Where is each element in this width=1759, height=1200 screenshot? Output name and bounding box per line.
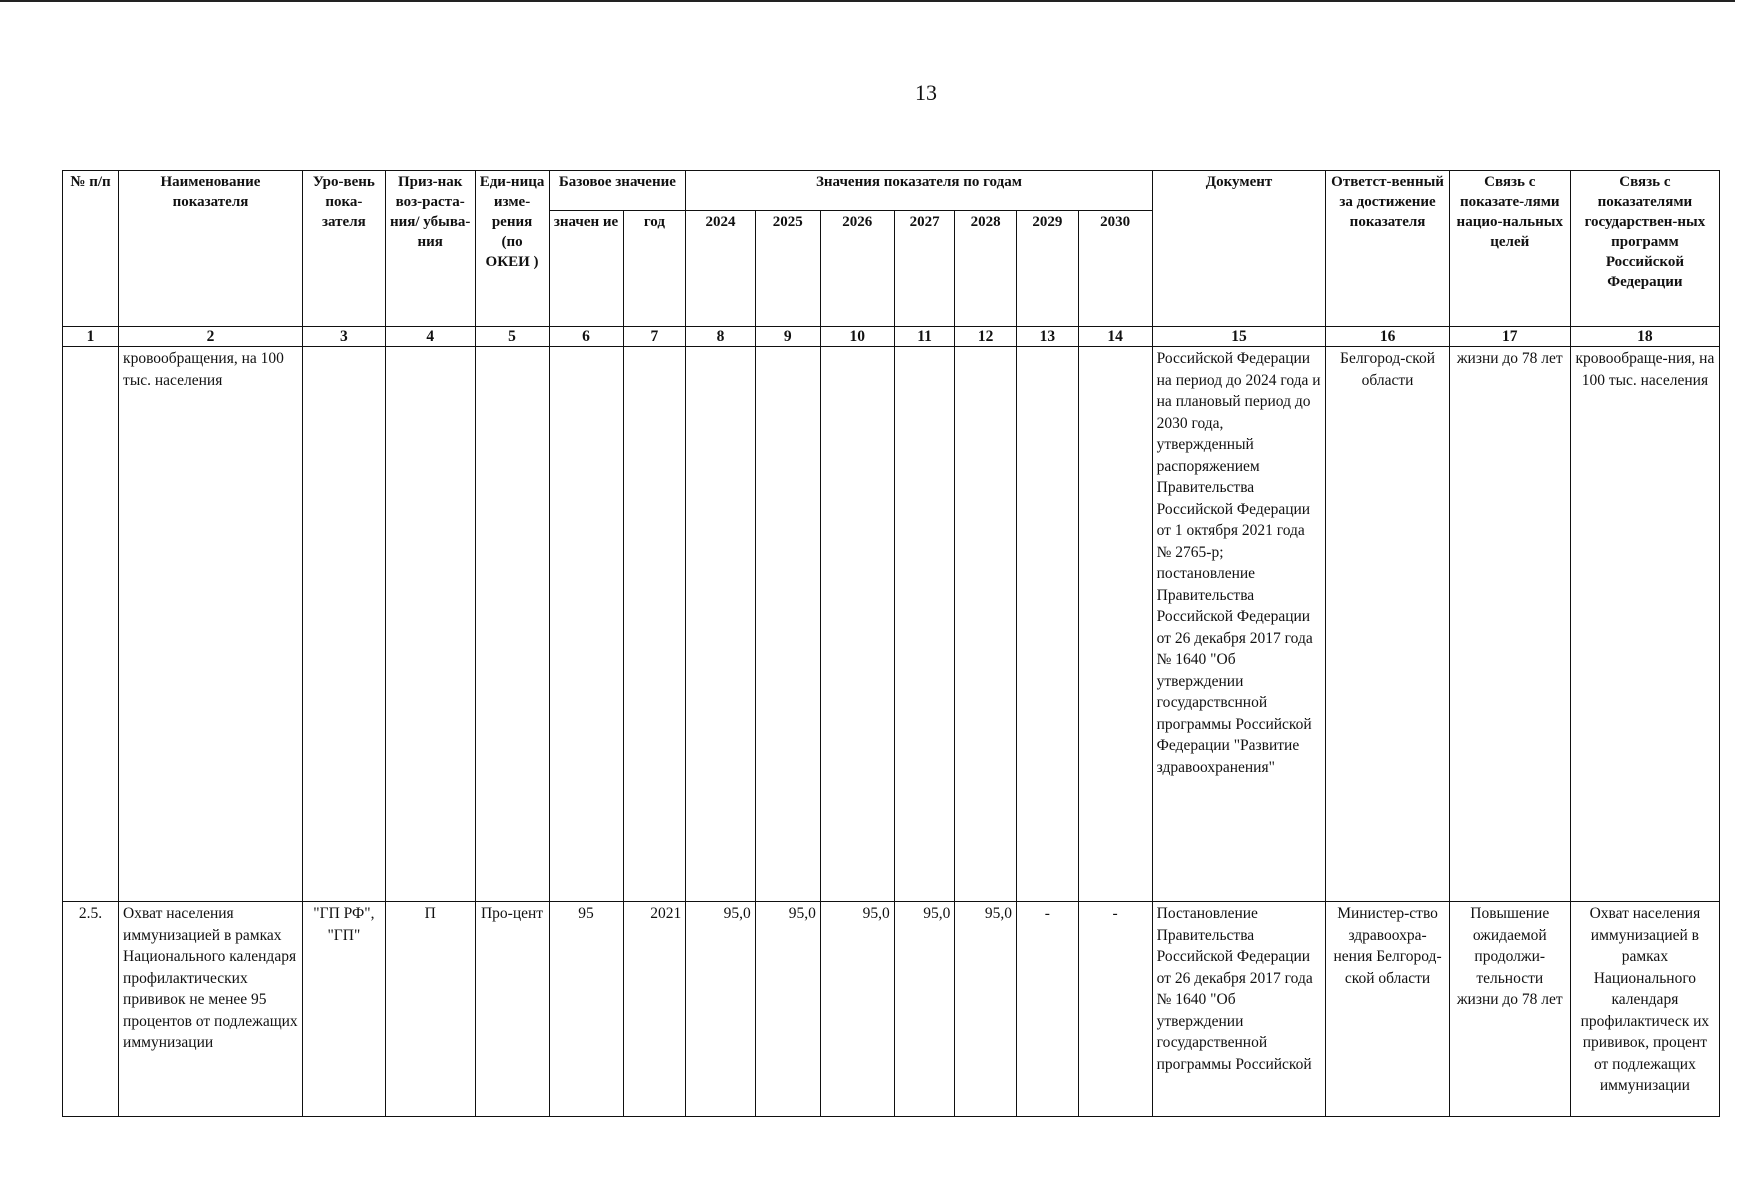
column-number: 1 <box>63 327 119 347</box>
cell-value-2024 <box>686 347 756 902</box>
cell-value-2030: - <box>1078 902 1152 1117</box>
cell-state-programs: Охват населения иммунизацией в рамках Национального календаря профилактическ их прививок, процент от подлежащих иммунизации <box>1570 902 1719 1117</box>
page-number: 13 <box>915 80 937 105</box>
cell-value-2029: - <box>1016 902 1078 1117</box>
header-sign: Приз-нак воз-раста-ния/ убыва-ния <box>385 171 475 327</box>
cell-base-value: 95 <box>549 902 623 1117</box>
header-state-programs: Связь с показателями государствен-ных программ Российской Федерации <box>1570 171 1719 327</box>
column-number: 15 <box>1152 327 1326 347</box>
cell-document: Постановление Правительства Российской Федерации от 26 декабря 2017 года № 1640 "Об утверждении государственной программы Российской <box>1152 902 1326 1117</box>
cell-level <box>302 347 385 902</box>
column-number: 2 <box>119 327 303 347</box>
header-year-2027: 2027 <box>894 211 955 327</box>
column-number: 8 <box>686 327 756 347</box>
column-number: 3 <box>302 327 385 347</box>
column-number: 6 <box>549 327 623 347</box>
header-year-2024: 2024 <box>686 211 756 327</box>
header-base-year: год <box>623 211 686 327</box>
header-level: Уро-вень пока-зателя <box>302 171 385 327</box>
cell-name: Охват населения иммунизацией в рамках Национального календаря профилактических прививок не менее 95 процентов от подлежащих иммунизации <box>119 902 303 1117</box>
cell-responsible: Министер-ство здравоохра-нения Белгород-ской области <box>1326 902 1449 1117</box>
cell-name: кровообращения, на 100 тыс. населения <box>119 347 303 902</box>
header-national-goals: Связь с показате-лями нацио-нальных целей <box>1449 171 1570 327</box>
header-num: № п/п <box>63 171 119 327</box>
header-base-value: значен ие <box>549 211 623 327</box>
cell-value-2025 <box>755 347 820 902</box>
cell-value-2026: 95,0 <box>820 902 894 1117</box>
header-responsible: Ответст-венный за достижение показателя <box>1326 171 1449 327</box>
column-number: 9 <box>755 327 820 347</box>
header-year-2030: 2030 <box>1078 211 1152 327</box>
header-year-2028: 2028 <box>955 211 1017 327</box>
cell-value-2025: 95,0 <box>755 902 820 1117</box>
column-number: 13 <box>1016 327 1078 347</box>
cell-national-goals: Повышение ожидаемой продолжи-тельности жизни до 78 лет <box>1449 902 1570 1117</box>
cell-state-programs: кровообраще-ния, на 100 тыс. населения <box>1570 347 1719 902</box>
column-number: 5 <box>475 327 549 347</box>
cell-national-goals: жизни до 78 лет <box>1449 347 1570 902</box>
cell-sign: П <box>385 902 475 1117</box>
header-year-2029: 2029 <box>1016 211 1078 327</box>
indicators-table <box>62 170 1720 1117</box>
cell-level: "ГП РФ", "ГП" <box>302 902 385 1117</box>
cell-value-2029 <box>1016 347 1078 902</box>
column-number: 7 <box>623 327 686 347</box>
header-row-top <box>63 171 1720 211</box>
cell-value-2024: 95,0 <box>686 902 756 1117</box>
cell-value-2028 <box>955 347 1017 902</box>
column-number: 17 <box>1449 327 1570 347</box>
table-row <box>63 902 1720 1117</box>
cell-unit <box>475 347 549 902</box>
cell-value-2028: 95,0 <box>955 902 1017 1117</box>
column-number-row <box>63 327 1720 347</box>
header-name: Наименование показателя <box>119 171 303 327</box>
header-unit: Еди-ница изме-рения (по ОКЕИ ) <box>475 171 549 327</box>
column-number: 11 <box>894 327 955 347</box>
header-year-2026: 2026 <box>820 211 894 327</box>
cell-responsible: Белгород-ской области <box>1326 347 1449 902</box>
cell-num: 2.5. <box>63 902 119 1117</box>
table-row <box>63 347 1720 902</box>
column-number: 12 <box>955 327 1017 347</box>
cell-unit: Про-цент <box>475 902 549 1117</box>
header-document: Документ <box>1152 171 1326 327</box>
top-border-line <box>0 0 1735 2</box>
cell-value-2027 <box>894 347 955 902</box>
cell-value-2026 <box>820 347 894 902</box>
cell-sign <box>385 347 475 902</box>
header-years-group: Значения показателя по годам <box>686 171 1152 211</box>
cell-base-year <box>623 347 686 902</box>
column-number: 4 <box>385 327 475 347</box>
cell-base-year: 2021 <box>623 902 686 1117</box>
column-number: 18 <box>1570 327 1719 347</box>
header-base-group: Базовое значение <box>549 171 686 211</box>
cell-value-2030 <box>1078 347 1152 902</box>
cell-num <box>63 347 119 902</box>
column-number: 16 <box>1326 327 1449 347</box>
header-year-2025: 2025 <box>755 211 820 327</box>
cell-value-2027: 95,0 <box>894 902 955 1117</box>
cell-base-value <box>549 347 623 902</box>
cell-document: Российской Федерации на период до 2024 года и на плановый период до 2030 года, утвержденный распоряжением Правительства Российской Федерации от 1 октября 2021 года № 2765-р; постановление Правительства Российской Федерации от 26 декабря 2017 года № 1640 "Об утверждении государствснной программы Российской Федерации "Развитие здравоохранения" <box>1152 347 1326 902</box>
column-number: 14 <box>1078 327 1152 347</box>
column-number: 10 <box>820 327 894 347</box>
